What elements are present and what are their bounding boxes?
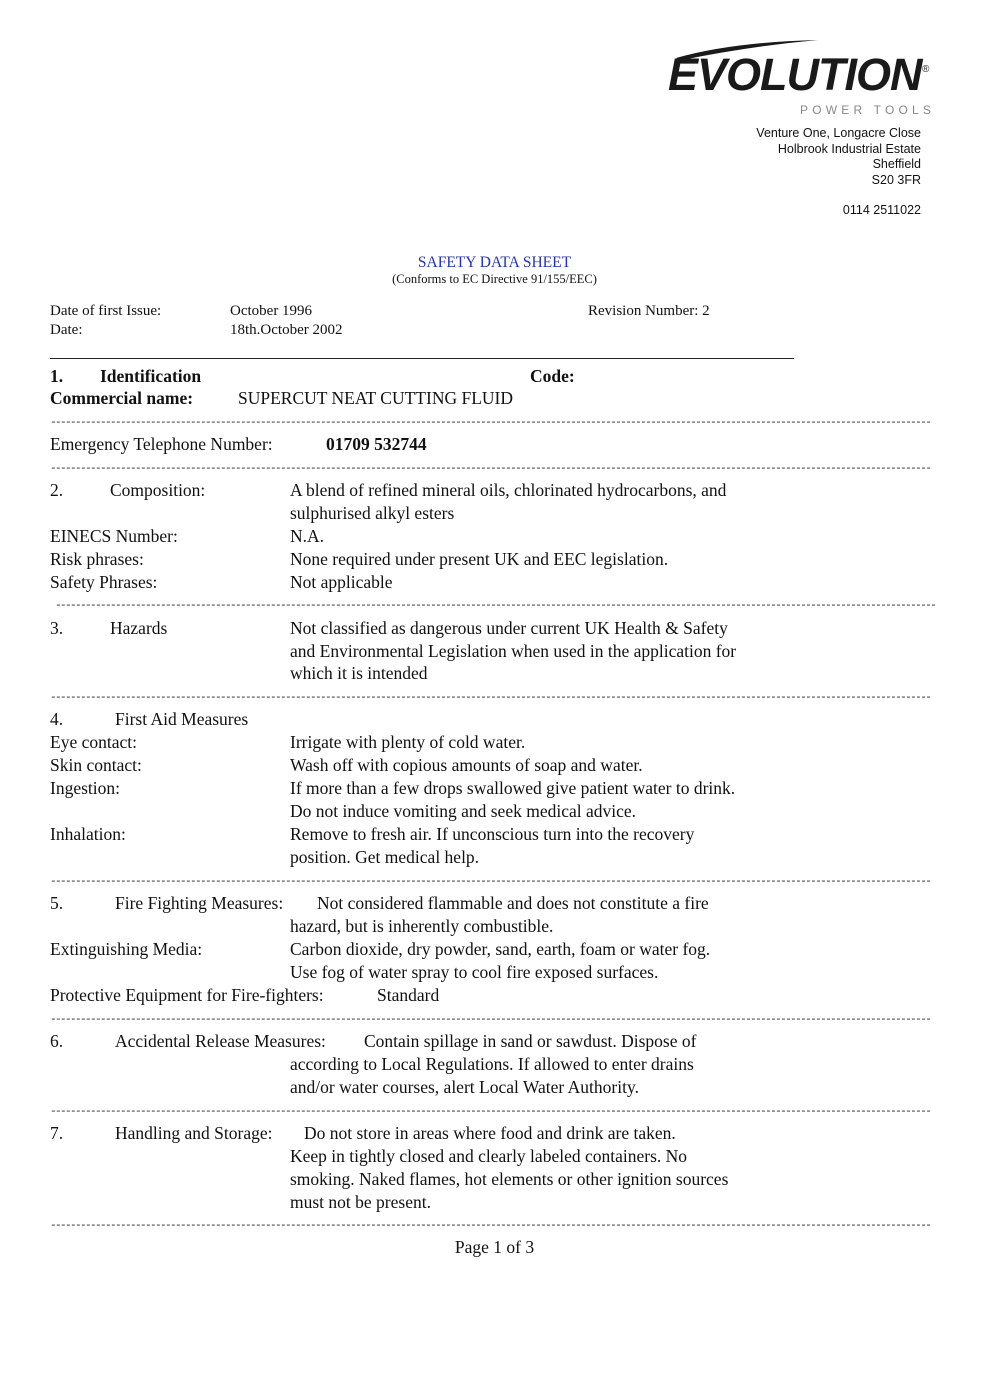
divider: -------------------------------------------------------------------------------------------------------------------------------------------------------------------------------- bbox=[55, 600, 936, 612]
revision-number: Revision Number: 2 bbox=[588, 303, 710, 319]
section-1-title: Identification bbox=[100, 366, 202, 386]
emergency-phone-label: Emergency Telephone Number: bbox=[50, 434, 273, 454]
protective-equipment-value: Standard bbox=[377, 985, 440, 1005]
eye-contact-value: Irrigate with plenty of cold water. bbox=[290, 732, 526, 752]
ingestion-label: Ingestion: bbox=[50, 778, 120, 798]
section-3-title: Hazards bbox=[110, 618, 168, 638]
page-number: Page 1 of 3 bbox=[454, 1237, 535, 1257]
company-logo: EVOLUTION bbox=[668, 49, 922, 100]
protective-equipment-label: Protective Equipment for Fire-fighters: bbox=[50, 985, 324, 1005]
composition-line: sulphurised alkyl esters bbox=[290, 503, 455, 523]
first-issue-label: Date of first Issue: bbox=[50, 303, 162, 319]
date-label: Date: bbox=[50, 322, 83, 338]
emergency-phone-value: 01709 532744 bbox=[326, 434, 427, 454]
document-title: SAFETY DATA SHEET bbox=[417, 254, 572, 271]
hazards-line: Not classified as dangerous under current UK Health & Safety bbox=[290, 618, 728, 638]
section-7-title: Handling and Storage: bbox=[115, 1123, 273, 1143]
handling-line: must not be present. bbox=[290, 1192, 431, 1212]
company-address bbox=[756, 126, 921, 188]
first-issue-value: October 1996 bbox=[230, 303, 313, 319]
einecs-label: EINECS Number: bbox=[50, 526, 178, 546]
section-2-number: 2. bbox=[50, 480, 64, 500]
section-7-number: 7. bbox=[50, 1123, 64, 1143]
release-line: according to Local Regulations. If allowed to enter drains bbox=[290, 1054, 694, 1074]
inhalation-label: Inhalation: bbox=[50, 824, 126, 844]
divider: -------------------------------------------------------------------------------------------------------------------------------------------------------------------------------- bbox=[50, 692, 931, 704]
logo-subtitle: POWER TOOLS bbox=[800, 103, 936, 117]
ingestion-line: If more than a few drops swallowed give patient water to drink. bbox=[290, 778, 736, 798]
hazards-line: and Environmental Legislation when used in the application for bbox=[290, 641, 737, 661]
company-phone: 0114 2511022 bbox=[842, 203, 921, 217]
section-5-number: 5. bbox=[50, 893, 64, 913]
extinguishing-media-line: Carbon dioxide, dry powder, sand, earth, foam or water fog. bbox=[290, 939, 711, 959]
section-3-number: 3. bbox=[50, 618, 64, 638]
skin-contact-label: Skin contact: bbox=[50, 755, 142, 775]
divider: -------------------------------------------------------------------------------------------------------------------------------------------------------------------------------- bbox=[50, 1106, 931, 1118]
address-line: Holbrook Industrial Estate bbox=[777, 141, 921, 156]
hazards-line: which it is intended bbox=[290, 663, 428, 683]
divider: -------------------------------------------------------------------------------------------------------------------------------------------------------------------------------- bbox=[50, 463, 931, 475]
section-6-number: 6. bbox=[50, 1031, 64, 1051]
handling-line: Do not store in areas where food and drink are taken. bbox=[304, 1123, 676, 1143]
skin-contact-value: Wash off with copious amounts of soap and water. bbox=[290, 755, 643, 775]
commercial-name-label: Commercial name: bbox=[50, 388, 194, 408]
divider: -------------------------------------------------------------------------------------------------------------------------------------------------------------------------------- bbox=[50, 417, 931, 429]
section-2-title: Composition: bbox=[110, 480, 206, 500]
divider: -------------------------------------------------------------------------------------------------------------------------------------------------------------------------------- bbox=[50, 876, 931, 888]
date-value: 18th.October 2002 bbox=[230, 322, 343, 338]
header-rule bbox=[50, 358, 794, 359]
composition-line: A blend of refined mineral oils, chlorinated hydrocarbons, and bbox=[290, 480, 727, 500]
ingestion-line: Do not induce vomiting and seek medical advice. bbox=[290, 801, 637, 821]
eye-contact-label: Eye contact: bbox=[50, 732, 137, 752]
address-line: Venture One, Longacre Close bbox=[756, 126, 921, 140]
inhalation-line: Remove to fresh air. If unconscious turn into the recovery bbox=[290, 824, 695, 844]
risk-phrases-label: Risk phrases: bbox=[50, 549, 144, 569]
release-line: and/or water courses, alert Local Water Authority. bbox=[290, 1077, 639, 1097]
divider: -------------------------------------------------------------------------------------------------------------------------------------------------------------------------------- bbox=[50, 1220, 931, 1232]
extinguishing-media-line: Use fog of water spray to cool fire exposed surfaces. bbox=[290, 962, 659, 982]
inhalation-line: position. Get medical help. bbox=[290, 847, 480, 867]
document-subtitle: (Conforms to EC Directive 91/155/EEC) bbox=[392, 272, 597, 286]
risk-phrases-value: None required under present UK and EEC legislation. bbox=[290, 549, 669, 569]
fire-fighting-line: hazard, but is inherently combustible. bbox=[290, 916, 554, 936]
section-1-number: 1. bbox=[50, 366, 64, 386]
section-4-number: 4. bbox=[50, 709, 64, 729]
handling-line: smoking. Naked flames, hot elements or other ignition sources bbox=[290, 1169, 729, 1189]
divider: -------------------------------------------------------------------------------------------------------------------------------------------------------------------------------- bbox=[50, 1014, 931, 1026]
release-line: Contain spillage in sand or sawdust. Dispose of bbox=[364, 1031, 697, 1051]
fire-fighting-line: Not considered flammable and does not constitute a fire bbox=[317, 893, 709, 913]
address-line: S20 3FR bbox=[871, 172, 921, 187]
commercial-name-value: SUPERCUT NEAT CUTTING FLUID bbox=[238, 388, 513, 408]
safety-phrases-value: Not applicable bbox=[290, 572, 393, 592]
handling-line: Keep in tightly closed and clearly labeled containers. No bbox=[290, 1146, 688, 1166]
code-label: Code: bbox=[530, 366, 575, 386]
logo-registered-mark: ® bbox=[922, 64, 930, 75]
address-line: Sheffield bbox=[872, 157, 921, 171]
einecs-value: N.A. bbox=[290, 526, 325, 546]
section-5-title: Fire Fighting Measures: bbox=[115, 893, 284, 913]
section-4-title: First Aid Measures bbox=[115, 709, 249, 729]
safety-phrases-label: Safety Phrases: bbox=[50, 572, 158, 592]
extinguishing-media-label: Extinguishing Media: bbox=[50, 939, 203, 959]
section-6-title: Accidental Release Measures: bbox=[115, 1031, 326, 1051]
